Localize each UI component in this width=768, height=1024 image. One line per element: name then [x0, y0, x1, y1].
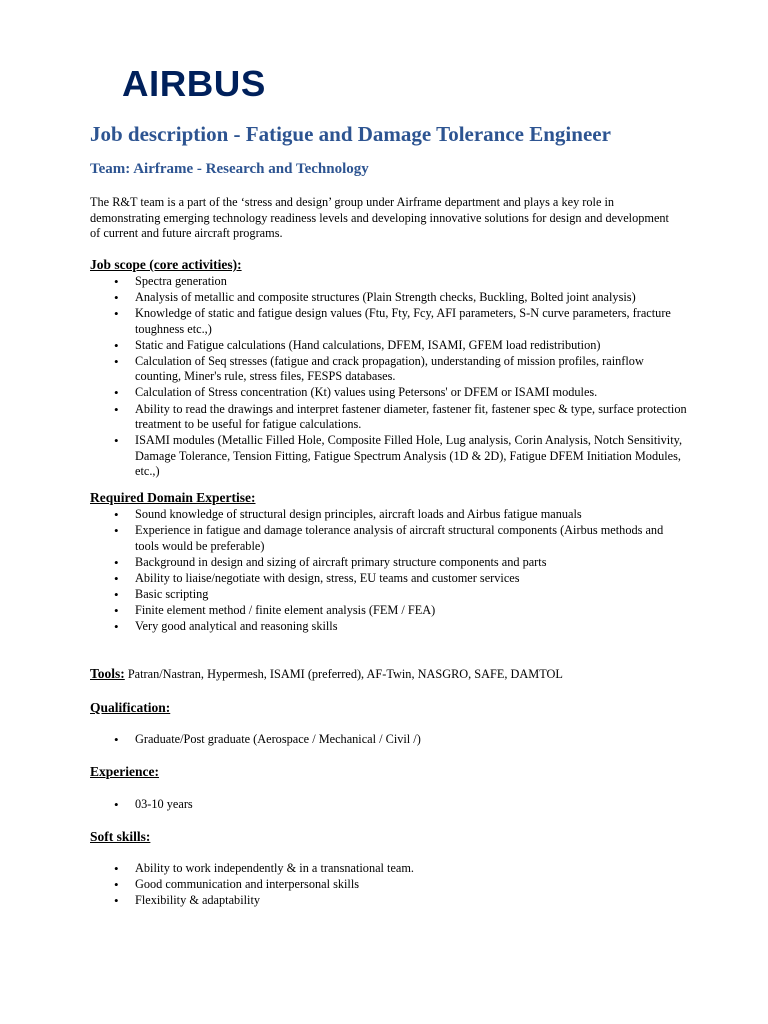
list-item: • 03-10 years: [90, 797, 690, 813]
tools-value: Patran/Nastran, Hypermesh, ISAMI (preferred), AF-Twin, NASGRO, SAFE, DAMTOL: [127, 667, 563, 681]
qualification-list: [90, 732, 690, 748]
soft-skills-heading: Soft skills:: [90, 829, 151, 844]
intro-paragraph: The R&T team is a part of the ‘stress and design’ group under Airframe department and plays a key role in demonstrating emerging technology readiness levels and developing innovative solutions for design and development of current and future aircraft programs.: [90, 195, 669, 240]
list-item: • Knowledge of static and fatigue design values (Ftu, Fty, Fcy, AFI parameters, S-N curve parameters, fracture toughness etc.,): [90, 306, 690, 337]
experience-heading: Experience:: [90, 764, 159, 779]
experience-list: [90, 797, 690, 813]
tools-line: [90, 666, 563, 682]
list-item: • Good communication and interpersonal skills: [90, 877, 690, 893]
job-scope-heading: Job scope (core activities):: [90, 257, 242, 272]
qualification-heading: Qualification:: [90, 700, 171, 715]
list-item: • Calculation of Stress concentration (Kt) values using Petersons' or DFEM or ISAMI modules.: [90, 385, 690, 401]
list-item: • Background in design and sizing of aircraft primary structure components and parts: [90, 555, 690, 571]
list-item: • Ability to liaise/negotiate with design, stress, EU teams and customer services: [90, 571, 690, 587]
airbus-logo: AIRBUS: [122, 63, 266, 104]
list-item: • Spectra generation: [90, 274, 690, 290]
list-item: • Graduate/Post graduate (Aerospace / Mechanical / Civil /): [90, 732, 690, 748]
list-item: • Ability to read the drawings and interpret fastener diameter, fastener fit, fastener spec & type, surface protection treatment to be useful for fatigue calculations.: [90, 402, 690, 433]
job-scope-list: [90, 274, 690, 480]
tools-label: Tools:: [90, 666, 125, 681]
list-item: • Analysis of metallic and composite structures (Plain Strength checks, Buckling, Bolted joint analysis): [90, 290, 690, 306]
domain-expertise-heading: Required Domain Expertise:: [90, 490, 256, 505]
list-item: • Ability to work independently & in a transnational team.: [90, 861, 690, 877]
page-title: Job description - Fatigue and Damage Tolerance Engineer: [90, 122, 611, 146]
list-item: • Basic scripting: [90, 587, 690, 603]
list-item: • Experience in fatigue and damage tolerance analysis of aircraft structural components (Airbus methods and tools would be preferable): [90, 523, 690, 554]
list-item: • Static and Fatigue calculations (Hand calculations, DFEM, ISAMI, GFEM load redistribution): [90, 338, 690, 354]
list-item: • Flexibility & adaptability: [90, 893, 690, 909]
list-item: • ISAMI modules (Metallic Filled Hole, Composite Filled Hole, Lug analysis, Corin Analysis, Notch Sensitivity, Damage Tolerance, Tension Fitting, Fatigue Spectrum Analysis (1D & 2D), Fatigue DFEM Initiation Modules, etc.,): [90, 433, 690, 480]
list-item: • Sound knowledge of structural design principles, aircraft loads and Airbus fatigue manuals: [90, 507, 690, 523]
team-subtitle: Team: Airframe - Research and Technology: [90, 161, 369, 177]
domain-expertise-list: [90, 507, 690, 635]
list-item: • Calculation of Seq stresses (fatigue and crack propagation), understanding of mission profiles, rainflow counting, Miner's rule, stress files, FESPS databases.: [90, 354, 690, 385]
list-item: • Finite element method / finite element analysis (FEM / FEA): [90, 603, 690, 619]
soft-skills-list: [90, 861, 690, 909]
list-item: • Very good analytical and reasoning skills: [90, 619, 690, 635]
